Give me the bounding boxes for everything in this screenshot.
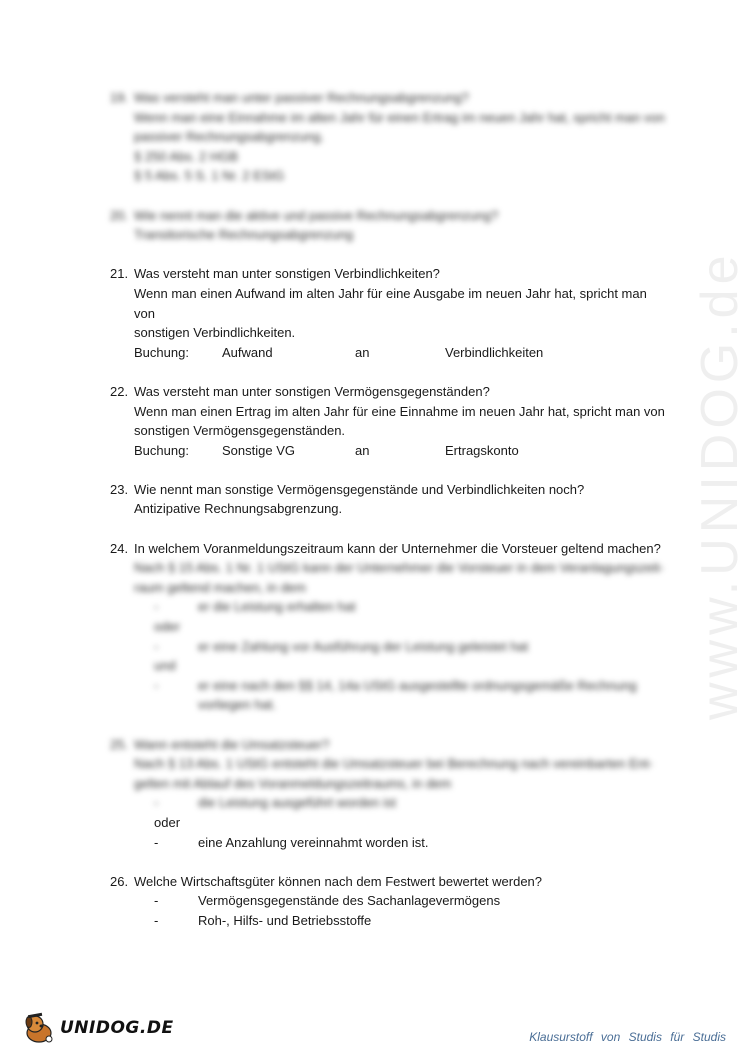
logo-wordmark: UNIDOG.DE	[60, 1018, 174, 1038]
question-number: 25.	[110, 736, 129, 752]
dash-bullet: -	[154, 795, 159, 811]
question-text: Wie nennt man sonstige Vermögensgegenstände und Verbindlichkeiten noch?	[134, 481, 585, 497]
question-text: Wann entsteht die Umsatzsteuer?	[134, 736, 330, 752]
list-item-text: vorliegen hat.	[198, 697, 277, 713]
dash-bullet: -	[154, 834, 159, 850]
conjunction: und	[154, 658, 176, 674]
answer-line: passiver Rechnungsabgrenzung.	[134, 129, 325, 145]
legal-reference: § 5 Abs. 5 S. 1 Nr. 2 EStG	[134, 168, 285, 184]
dash-bullet: -	[154, 677, 159, 693]
list-item-text: er die Leistung erhalten hat	[198, 599, 356, 615]
answer-line: Wenn man eine Einnahme im alten Jahr für einen Ertrag im neuen Jahr hat, spricht man von	[134, 109, 665, 125]
answer-line: Wenn man einen Aufwand im alten Jahr für eine Ausgabe im neuen Jahr hat, spricht man von	[134, 285, 647, 321]
question-number: 20.	[110, 207, 129, 223]
dash-bullet: -	[154, 912, 159, 928]
question-25	[110, 735, 670, 853]
question-number: 26.	[110, 873, 129, 889]
answer-line: Nach § 15 Abs. 1 Nr. 1 UStG kann der Unternehmer die Vorsteuer in dem Veranlagungszeit-	[134, 560, 664, 576]
question-text: Welche Wirtschaftsgüter können nach dem Festwert bewertet werden?	[134, 873, 543, 889]
dog-mascot-icon	[22, 1012, 56, 1044]
list-item	[110, 676, 670, 715]
question-number: 24.	[110, 540, 129, 556]
question-21	[110, 264, 670, 362]
answer-line: gelten mit Ablauf des Voranmeldungszeitraums, in dem	[134, 775, 452, 791]
booking-debit: Aufwand	[222, 344, 273, 360]
booking-credit: Ertragskonto	[445, 442, 519, 458]
question-19	[110, 88, 670, 186]
list-item-text: Roh-, Hilfs- und Betriebsstoffe	[198, 912, 372, 928]
list-item	[110, 793, 670, 813]
question-20	[110, 206, 670, 245]
list-item	[110, 637, 670, 657]
list-item-text: eine Anzahlung vereinnahmt worden ist.	[198, 834, 429, 850]
answer-line: Wenn man einen Ertrag im alten Jahr für eine Einnahme im neuen Jahr hat, spricht man von	[134, 403, 665, 419]
list-item	[110, 597, 670, 617]
question-text: Was versteht man unter sonstigen Verbindlichkeiten?	[134, 266, 440, 282]
question-22	[110, 382, 670, 460]
list-item-text: er eine nach den §§ 14, 14a UStG ausgestellte ordnungsgemäße Rechnung	[198, 677, 637, 693]
footer-tagline: Klausurstoff von Studis für Studis	[529, 1030, 726, 1044]
answer-line: Transitorische Rechnungsabgrenzung	[134, 227, 354, 243]
answer-line: Antizipative Rechnungsabgrenzung.	[134, 501, 343, 517]
question-text: Was versteht man unter passiver Rechnungsabgrenzung?	[134, 90, 469, 105]
dash-bullet: -	[154, 893, 159, 909]
booking-an: an	[355, 442, 370, 458]
booking-row	[134, 343, 670, 363]
list-item	[110, 911, 670, 931]
booking-debit: Sonstige VG	[222, 442, 295, 458]
list-item	[110, 891, 670, 911]
watermark: www.UNIDOG.de	[691, 250, 749, 720]
conjunction: oder	[154, 619, 181, 635]
list-item-text: er eine Zahlung vor Ausführung der Leistung geleistet hat	[198, 638, 529, 654]
booking-row	[134, 441, 670, 461]
document-body	[110, 88, 670, 950]
question-number: 23.	[110, 481, 129, 497]
unidog-logo	[22, 1012, 174, 1044]
question-26	[110, 872, 670, 931]
question-24	[110, 539, 670, 715]
booking-label: Buchung:	[134, 344, 189, 360]
legal-reference: § 250 Abs. 2 HGB	[134, 148, 239, 164]
list-item	[110, 833, 670, 853]
question-text: In welchem Voranmeldungszeitraum kann der Unternehmer die Vorsteuer geltend machen?	[134, 540, 661, 556]
booking-credit: Verbindlichkeiten	[445, 344, 544, 360]
dash-bullet: -	[154, 599, 159, 615]
dash-bullet: -	[154, 638, 159, 654]
question-number: 21.	[110, 266, 129, 282]
answer-line: sonstigen Verbindlichkeiten.	[134, 325, 296, 341]
answer-line: Nach § 13 Abs. 1 UStG entsteht die Umsatzsteuer bei Berechnung nach vereinbarten Ent-	[134, 756, 653, 772]
booking-an: an	[355, 344, 370, 360]
question-text: Wie nennt man die aktive und passive Rechnungsabgrenzung?	[134, 207, 499, 223]
answer-line: sonstigen Vermögensgegenständen.	[134, 423, 346, 439]
question-text: Was versteht man unter sonstigen Vermögensgegenständen?	[134, 383, 490, 399]
conjunction: oder	[154, 814, 181, 830]
list-item-text: Vermögensgegenstände des Sachanlagevermögens	[198, 893, 501, 909]
question-number: 19.	[110, 90, 129, 105]
answer-line: raum geltend machen, in dem	[134, 579, 306, 595]
question-23	[110, 480, 670, 519]
booking-label: Buchung:	[134, 442, 189, 458]
question-number: 22.	[110, 383, 129, 399]
list-item-text: die Leistung ausgeführt worden ist	[198, 795, 397, 811]
